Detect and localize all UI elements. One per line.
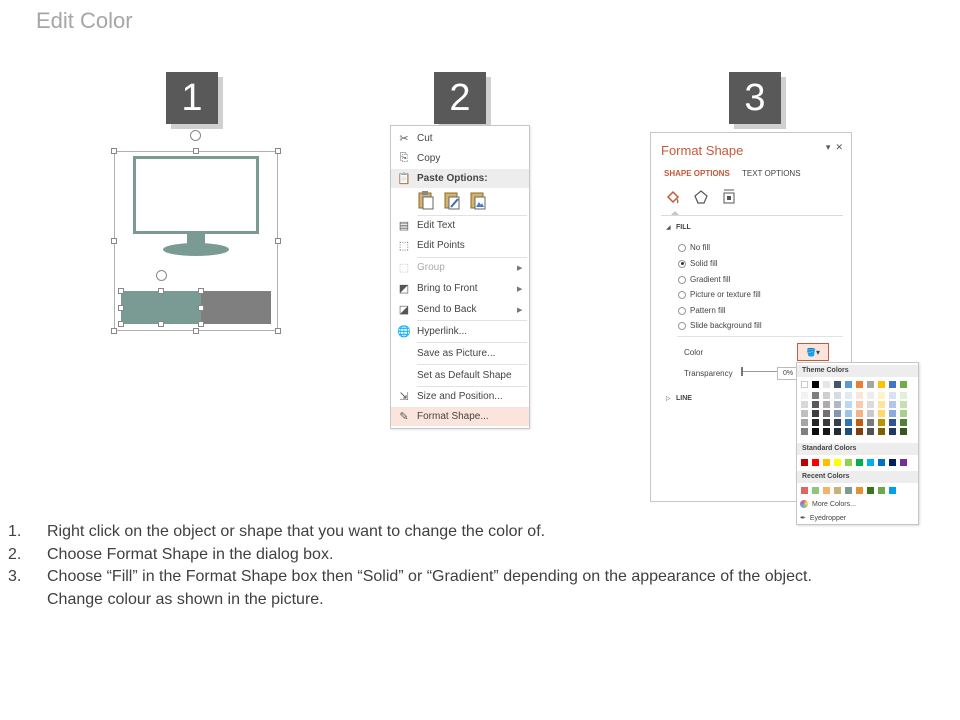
- resize-handle[interactable]: [275, 328, 281, 334]
- selected-bar-shape[interactable]: [121, 291, 201, 324]
- color-label: Color: [684, 348, 704, 357]
- rotate-handle-icon[interactable]: [156, 270, 167, 281]
- theme-color-swatch[interactable]: [856, 381, 863, 388]
- theme-color-swatch[interactable]: [878, 381, 885, 388]
- pane-divider: [677, 336, 843, 337]
- theme-shade-swatch[interactable]: [878, 410, 885, 417]
- resize-handle[interactable]: [111, 238, 117, 244]
- menu-separator: [417, 320, 527, 321]
- theme-shade-swatch[interactable]: [856, 401, 863, 408]
- theme-shade-swatch[interactable]: [856, 419, 863, 426]
- menu-item-send-to-back[interactable]: ◪ Send to Back ▶: [391, 300, 529, 319]
- theme-shade-swatch[interactable]: [856, 428, 863, 435]
- theme-shade-swatch[interactable]: [823, 428, 830, 435]
- theme-shade-swatch[interactable]: [867, 401, 874, 408]
- theme-shade-swatch[interactable]: [878, 392, 885, 399]
- standard-color-swatch[interactable]: [834, 459, 841, 466]
- slide-title: Edit Color: [36, 8, 133, 33]
- edit-points-icon: ⬚: [398, 240, 410, 252]
- recent-color-swatch[interactable]: [856, 487, 863, 494]
- theme-shade-swatch[interactable]: [801, 392, 808, 399]
- theme-shade-swatch[interactable]: [889, 428, 896, 435]
- color-picker-button[interactable]: [797, 343, 829, 361]
- theme-shade-swatch[interactable]: [801, 419, 808, 426]
- standard-color-swatch[interactable]: [823, 459, 830, 466]
- recent-color-swatch[interactable]: [823, 487, 830, 494]
- rotate-handle-icon[interactable]: [190, 130, 201, 141]
- theme-shade-swatch[interactable]: [889, 410, 896, 417]
- theme-shade-swatch[interactable]: [900, 401, 907, 408]
- theme-shade-swatch[interactable]: [834, 392, 841, 399]
- bring-to-front-icon: ◩: [398, 283, 410, 295]
- theme-shade-swatch[interactable]: [845, 419, 852, 426]
- theme-shade-swatch[interactable]: [801, 410, 808, 417]
- menu-separator: [417, 364, 527, 365]
- theme-shade-swatch[interactable]: [801, 428, 808, 435]
- pane-controls: [826, 142, 843, 153]
- menu-item-bring-to-front[interactable]: ◩ Bring to Front ▶: [391, 279, 529, 298]
- theme-shade-swatch[interactable]: [878, 401, 885, 408]
- pane-title: Format Shape: [661, 143, 744, 158]
- instruction-item: Change colour as shown in the picture.: [47, 590, 324, 608]
- theme-shade-swatch[interactable]: [812, 419, 819, 426]
- theme-shade-swatch[interactable]: [889, 401, 896, 408]
- size-position-icon: ⇲: [399, 391, 409, 403]
- resize-handle[interactable]: [198, 305, 204, 311]
- radio-pattern-fill[interactable]: Pattern fill: [678, 306, 726, 315]
- standard-color-swatch[interactable]: [812, 459, 819, 466]
- radio-slide-background-fill[interactable]: Slide background fill: [678, 321, 762, 330]
- transparency-label: Transparency: [684, 369, 733, 378]
- theme-color-swatch[interactable]: [823, 381, 830, 388]
- chevron-down-icon: ▾: [815, 347, 820, 357]
- theme-shade-swatch[interactable]: [834, 428, 841, 435]
- gray-bar-shape[interactable]: [201, 291, 271, 324]
- theme-shade-swatch[interactable]: [867, 419, 874, 426]
- theme-shade-swatch[interactable]: [834, 410, 841, 417]
- resize-handle[interactable]: [275, 238, 281, 244]
- menu-item-cut[interactable]: ✂ Cut: [391, 129, 529, 148]
- submenu-arrow-icon: ▶: [517, 306, 523, 314]
- recent-color-swatch[interactable]: [845, 487, 852, 494]
- collapse-triangle-icon[interactable]: ◢: [666, 225, 671, 231]
- recent-color-swatch[interactable]: [889, 487, 896, 494]
- theme-shade-swatch[interactable]: [845, 428, 852, 435]
- eyedropper-link[interactable]: ✒ Eyedropper: [800, 514, 847, 522]
- copy-icon: ⎘: [399, 152, 409, 164]
- monitor-shape-screen[interactable]: [133, 156, 259, 234]
- theme-colors-header: Theme Colors: [797, 365, 918, 377]
- standard-color-swatch[interactable]: [889, 459, 896, 466]
- menu-item-hyperlink[interactable]: 🌐 Hyperlink...: [391, 322, 529, 341]
- theme-shade-swatch[interactable]: [867, 410, 874, 417]
- theme-shade-swatch[interactable]: [900, 419, 907, 426]
- theme-shade-swatch[interactable]: [867, 428, 874, 435]
- theme-color-swatch[interactable]: [889, 381, 896, 388]
- theme-shade-swatch[interactable]: [845, 401, 852, 408]
- transparency-input[interactable]: 0%: [777, 367, 799, 380]
- effects-icon[interactable]: [693, 189, 709, 205]
- theme-shade-swatch[interactable]: [812, 410, 819, 417]
- format-shape-icon: ✎: [399, 411, 409, 423]
- recent-color-swatch[interactable]: [867, 487, 874, 494]
- menu-item-size-and-position[interactable]: ⇲ Size and Position...: [391, 387, 529, 406]
- radio-picture-fill[interactable]: Picture or texture fill: [678, 290, 761, 299]
- instruction-item: 3. Choose “Fill” in the Format Shape box then “Solid” or “Gradient” depending on the appearance of the object.: [8, 568, 812, 585]
- menu-item-save-as-picture[interactable]: Save as Picture...: [417, 348, 496, 359]
- resize-handle[interactable]: [111, 148, 117, 154]
- resize-handle[interactable]: [193, 148, 199, 154]
- menu-item-copy[interactable]: ⎘ Copy: [391, 149, 529, 168]
- resize-handle[interactable]: [111, 328, 117, 334]
- theme-shade-swatch[interactable]: [889, 419, 896, 426]
- paste-options-header: 📋 Paste Options:: [391, 169, 529, 188]
- theme-shade-swatch[interactable]: [845, 392, 852, 399]
- theme-shade-swatch[interactable]: [834, 419, 841, 426]
- eyedropper-icon: ✒: [800, 515, 806, 522]
- resize-handle[interactable]: [198, 321, 204, 327]
- pane-divider: [661, 215, 843, 216]
- resize-handle[interactable]: [158, 321, 164, 327]
- theme-shade-swatch[interactable]: [812, 428, 819, 435]
- theme-shade-swatch[interactable]: [889, 392, 896, 399]
- edit-text-icon: ▤: [398, 220, 410, 232]
- resize-handle[interactable]: [158, 288, 164, 294]
- theme-color-swatch[interactable]: [834, 381, 841, 388]
- theme-shade-swatch[interactable]: [823, 410, 830, 417]
- paste-keep-formatting-icon[interactable]: [417, 190, 435, 210]
- theme-color-swatch[interactable]: [867, 381, 874, 388]
- paint-bucket-icon: 🪣: [806, 347, 816, 357]
- size-properties-icon[interactable]: [721, 189, 737, 205]
- submenu-arrow-icon: ▶: [517, 264, 523, 272]
- expand-triangle-icon[interactable]: ▷: [666, 396, 671, 402]
- menu-item-format-shape[interactable]: ✎ Format Shape...: [391, 407, 529, 426]
- theme-shade-swatch[interactable]: [823, 401, 830, 408]
- theme-color-swatch[interactable]: [900, 381, 907, 388]
- theme-color-swatch[interactable]: [801, 381, 808, 388]
- theme-color-swatch[interactable]: [845, 381, 852, 388]
- paste-destination-theme-icon[interactable]: [443, 190, 461, 210]
- resize-handle[interactable]: [118, 288, 124, 294]
- standard-color-swatch[interactable]: [900, 459, 907, 466]
- theme-shade-swatch[interactable]: [856, 410, 863, 417]
- theme-shade-swatch[interactable]: [823, 419, 830, 426]
- theme-shade-swatch[interactable]: [878, 419, 885, 426]
- menu-item-edit-text[interactable]: ▤ Edit Text: [391, 216, 529, 235]
- instruction-item: 2. Choose Format Shape in the dialog box.: [8, 545, 334, 563]
- paste-icon: 📋: [397, 173, 411, 185]
- line-section-header[interactable]: LINE: [676, 395, 692, 402]
- menu-item-edit-points[interactable]: ⬚ Edit Points: [391, 236, 529, 255]
- resize-handle[interactable]: [118, 321, 124, 327]
- standard-colors-header: Standard Colors: [797, 443, 918, 455]
- radio-gradient-fill[interactable]: Gradient fill: [678, 275, 730, 284]
- scissors-icon: ✂: [399, 133, 409, 145]
- monitor-shape-base[interactable]: [163, 243, 229, 256]
- hyperlink-icon: 🌐: [397, 326, 411, 338]
- menu-item-set-default-shape[interactable]: Set as Default Shape: [417, 370, 512, 381]
- standard-color-swatch[interactable]: [801, 459, 808, 466]
- tab-shape-options[interactable]: SHAPE OPTIONS: [664, 169, 730, 178]
- theme-shade-swatch[interactable]: [878, 428, 885, 435]
- instruction-item: 1. Right click on the object or shape that you want to change the color of.: [8, 523, 546, 540]
- chevron-down-icon[interactable]: ▾: [825, 142, 831, 152]
- tab-text-options[interactable]: TEXT OPTIONS: [742, 169, 801, 178]
- theme-shade-swatch[interactable]: [900, 410, 907, 417]
- color-wheel-icon: [800, 500, 808, 508]
- menu-item-group: ⬚ Group ▶: [391, 258, 529, 277]
- recent-colors-header: Recent Colors: [797, 471, 918, 483]
- resize-handle[interactable]: [198, 288, 204, 294]
- context-menu: [390, 125, 530, 429]
- menu-separator: [417, 342, 527, 343]
- recent-color-swatch[interactable]: [812, 487, 819, 494]
- step-badge-1: 1: [166, 72, 218, 124]
- step-badge-2: 2: [434, 72, 486, 124]
- standard-color-swatch[interactable]: [867, 459, 874, 466]
- theme-shade-swatch[interactable]: [812, 392, 819, 399]
- resize-handle[interactable]: [275, 148, 281, 154]
- close-icon[interactable]: ✕: [835, 142, 843, 152]
- resize-handle[interactable]: [193, 328, 199, 334]
- theme-shade-swatch[interactable]: [823, 392, 830, 399]
- paste-picture-icon[interactable]: [469, 190, 487, 210]
- theme-color-swatch[interactable]: [812, 381, 819, 388]
- step-badge-3: 3: [729, 72, 781, 124]
- theme-shade-swatch[interactable]: [856, 392, 863, 399]
- send-to-back-icon: ◪: [398, 304, 410, 316]
- theme-shade-swatch[interactable]: [900, 392, 907, 399]
- recent-color-swatch[interactable]: [878, 487, 885, 494]
- group-icon: ⬚: [398, 262, 410, 274]
- more-colors-link[interactable]: More Colors...: [800, 500, 856, 508]
- color-palette-dropdown: [796, 362, 919, 525]
- theme-shade-swatch[interactable]: [812, 401, 819, 408]
- theme-shade-swatch[interactable]: [834, 401, 841, 408]
- resize-handle[interactable]: [118, 305, 124, 311]
- radio-solid-fill[interactable]: Solid fill: [678, 259, 718, 268]
- theme-shade-swatch[interactable]: [900, 428, 907, 435]
- standard-color-swatch[interactable]: [878, 459, 885, 466]
- submenu-arrow-icon: ▶: [517, 285, 523, 293]
- fill-line-icon[interactable]: [665, 189, 681, 205]
- recent-color-swatch[interactable]: [801, 487, 808, 494]
- radio-no-fill[interactable]: No fill: [678, 243, 710, 252]
- recent-color-swatch[interactable]: [834, 487, 841, 494]
- transparency-slider-knob[interactable]: [741, 367, 743, 376]
- instructions-list: [8, 521, 953, 611]
- theme-shade-swatch[interactable]: [801, 401, 808, 408]
- standard-color-swatch[interactable]: [845, 459, 852, 466]
- theme-shade-swatch[interactable]: [845, 410, 852, 417]
- fill-section-header[interactable]: FILL: [676, 224, 691, 231]
- theme-shade-swatch[interactable]: [867, 392, 874, 399]
- standard-color-swatch[interactable]: [856, 459, 863, 466]
